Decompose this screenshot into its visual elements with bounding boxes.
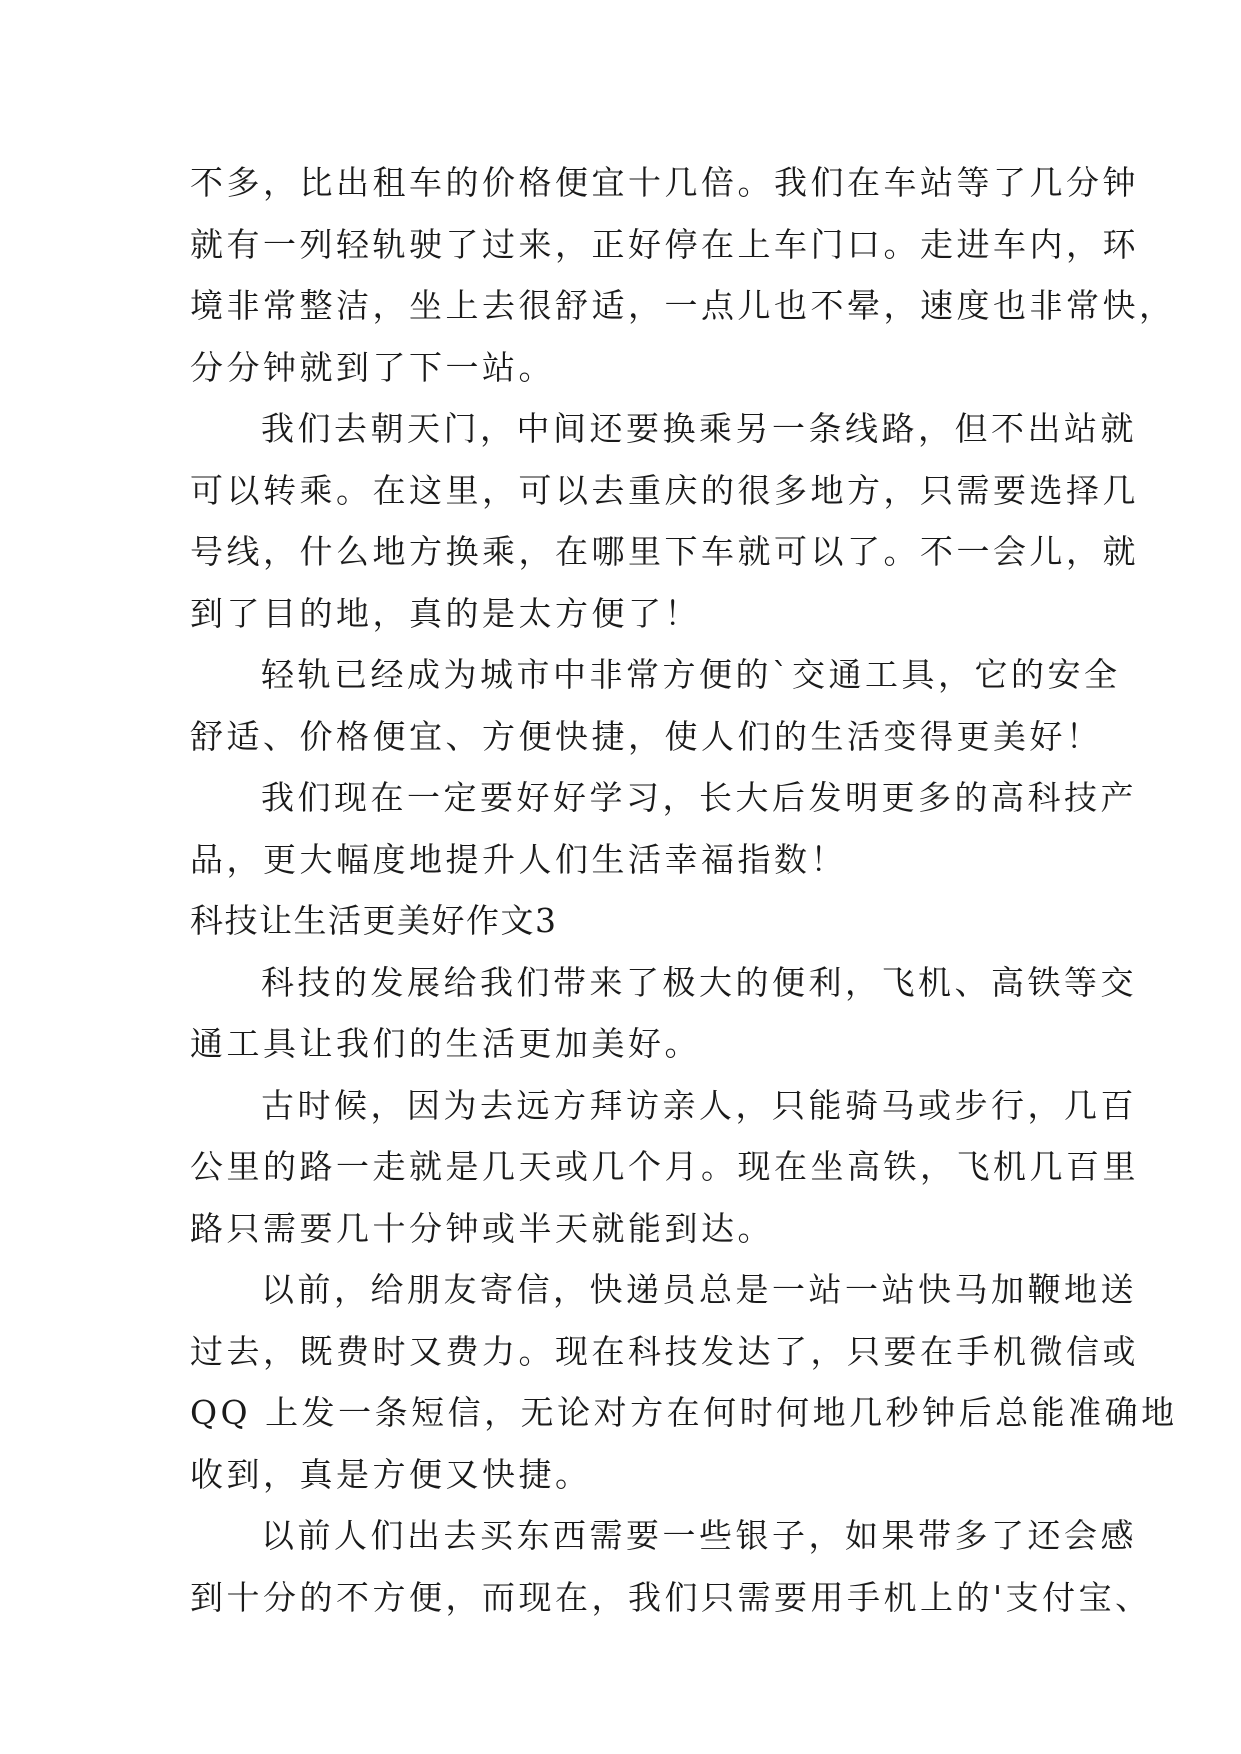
- paragraph-start-line: 科技的发展给我们带来了极大的便利，飞机、高铁等交: [261, 962, 1137, 1002]
- text-line: 通工具让我们的生活更加美好。: [190, 1024, 701, 1063]
- text-line: 到十分的不方便，而现在，我们只需要用手机上的'支付宝、: [190, 1577, 1152, 1617]
- text-line: 品，更大幅度地提升人们生活幸福指数！: [190, 839, 847, 879]
- paragraph-start-line: 我们现在一定要好好学习，长大后发明更多的高科技产: [261, 778, 1137, 817]
- text-line: 舒适、价格便宜、方便快捷，使人们的生活变得更美好！: [190, 716, 1103, 756]
- paragraph-start-line: 我们去朝天门，中间还要换乘另一条线路，但不出站就: [261, 409, 1137, 448]
- text-line: 收到，真是方便又快捷。: [190, 1454, 592, 1494]
- text-line: 境非常整洁，坐上去很舒适，一点儿也不晕，速度也非常快，: [190, 286, 1176, 325]
- paragraph-start-line: 以前，给朋友寄信，快递员总是一站一站快马加鞭地送: [261, 1270, 1137, 1309]
- paragraph-start-line: 轻轨已经成为城市中非常方便的`交通工具，它的安全: [261, 655, 1121, 694]
- text-line: QQ 上发一条短信，无论对方在何时何地几秒钟后总能准确地: [190, 1393, 1178, 1432]
- text-line: 不多，比出租车的价格便宜十几倍。我们在车站等了几分钟: [190, 163, 1139, 202]
- text-line: 到了目的地，真的是太方便了！: [190, 593, 701, 633]
- body-text: [190, 152, 1178, 1628]
- text-line: 号线，什么地方换乘，在哪里下车就可以了。不一会儿，就: [190, 532, 1139, 571]
- paragraph-start-line: 古时候，因为去远方拜访亲人，只能骑马或步行，几百: [261, 1085, 1137, 1125]
- text-line: 路只需要几十分钟或半天就能到达。: [190, 1208, 774, 1248]
- text-line: 分分钟就到了下一站。: [190, 347, 555, 387]
- text-line: 就有一列轻轨驶了过来，正好停在上车门口。走进车内，环: [190, 224, 1139, 264]
- text-line: 公里的路一走就是几天或几个月。现在坐高铁，飞机几百里: [190, 1147, 1139, 1186]
- paragraph-start-line: 以前人们出去买东西需要一些银子，如果带多了还会感: [261, 1516, 1137, 1555]
- text-line: 可以转乘。在这里，可以去重庆的很多地方，只需要选择几: [190, 470, 1139, 510]
- text-line: 过去，既费时又费力。现在科技发达了，只要在手机微信或: [190, 1331, 1139, 1371]
- section-heading: 科技让生活更美好作文3: [190, 901, 558, 940]
